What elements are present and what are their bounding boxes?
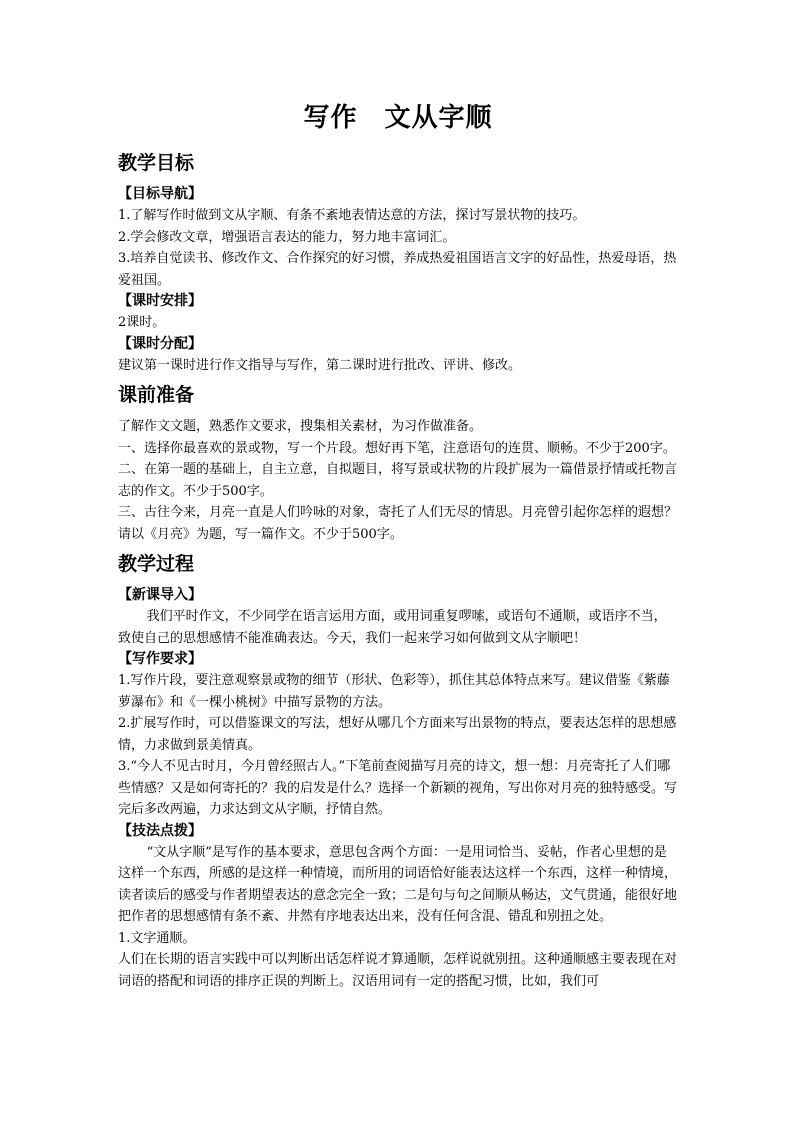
section-heading-process: 教学过程 (118, 553, 195, 575)
label-allocation: 【课时分配】 (118, 335, 202, 352)
section-heading-goals: 教学目标 (118, 152, 195, 174)
goal-item: 2.学会修改文章，增强语言表达的能力，努力地丰富词汇。 (118, 229, 456, 245)
page-title: 写作 文从字顺 (303, 103, 493, 133)
allocation-text: 建议第一课时进行作文指导与写作，第二课时进行批改、评讲、修改。 (118, 357, 522, 373)
label-intro: 【新课导入】 (118, 587, 202, 603)
schedule-text: 2课时。 (118, 315, 166, 330)
point-heading: 1.文字通顺。 (118, 930, 196, 946)
intro-text: 我们平时作文，不少同学在语言运用方面，或用词重复啰嗦，或语句不通顺，或语序不当，致使自己的思想感情不能准确表达。今天，我们一起来学习如何做到文从字顺吧！ (118, 609, 667, 646)
label-tips: 【技法点拨】 (118, 822, 202, 839)
goal-item: 3.培养自觉读书、修改作文、合作探究的好习惯，养成热爱祖国语言文字的好品性，热爱母语，热爱祖国。 (118, 251, 677, 288)
prep-paragraph: 三、古往今来，月亮一直是人们吟咏的对象，寄托了人们无尽的情思。月亮曾引起你怎样的遐想？请以《月亮》为题，写一篇作文。不少于500字。 (118, 505, 678, 542)
label-requirements: 【写作要求】 (118, 651, 202, 667)
document-body (118, 98, 678, 992)
requirement-item: 3.“今人不见古时月，今月曾经照古人。”下笔前查阅描写月亮的诗文，想一想：月亮寄托了人们哪些情感？又是如何寄托的？我的启发是什么？选择一个新颖的视角，写出你对月亮的独特感受。写完后多改两遍，力求达到文从字顺，抒情自然。 (118, 759, 678, 817)
goal-item: 1.了解写作时做到文从字顺、有条不紊地表情达意的方法，探讨写景状物的技巧。 (118, 208, 586, 223)
label-schedule: 【课时安排】 (118, 293, 202, 309)
prep-paragraph: 二、在第一题的基础上，自主立意，自拟题目，将写景或状物的片段扩展为一篇借景抒情或托物言志的作文。不少于500字。 (118, 462, 678, 499)
section-heading-prep: 课前准备 (118, 384, 195, 406)
prep-paragraph: 一、选择你最喜欢的景或物，写一个片段。想好再下笔，注意语句的连贯、顺畅。不少于200字。 (118, 440, 676, 456)
requirement-item: 2.扩展写作时，可以借鉴课文的写法，想好从哪几个方面来写出景物的特点，要表达怎样的思想感情，力求做到景美情真。 (118, 716, 677, 753)
tips-text: “文从字顺”是写作的基本要求，意思包含两个方面：一是用词恰当、妥帖，作者心里想的是这样一个东西，所感的是这样一种情境，而所用的词语恰好能表达这样一个东西，这样一种情境，读者读后的感受与作者期望表达的意念完全一致；二是句与句之间顺从畅达，文气贯通，能很好地把作者的思想感情有条不紊、井然有序地表达出来，没有任何含混、错乱和别扭之处。 (118, 844, 678, 924)
point-text: 人们在长期的语言实践中可以判断出话怎样说才算通顺，怎样说就别扭。这种通顺感主要表现在对词语的搭配和词语的排序正误的判断上。汉语用词有一定的搭配习惯，比如，我们可 (118, 952, 678, 989)
requirement-item: 1.写作片段，要注意观察景或物的细节（形状、色彩等），抓住其总体特点来写。建议借鉴《紫藤萝瀑布》和《一棵小桃树》中描写景物的方法。 (118, 673, 670, 710)
label-goal-nav: 【目标导航】 (118, 186, 202, 202)
prep-paragraph: 了解作文文题，熟悉作文要求，搜集相关素材，为习作做准备。 (118, 419, 483, 434)
